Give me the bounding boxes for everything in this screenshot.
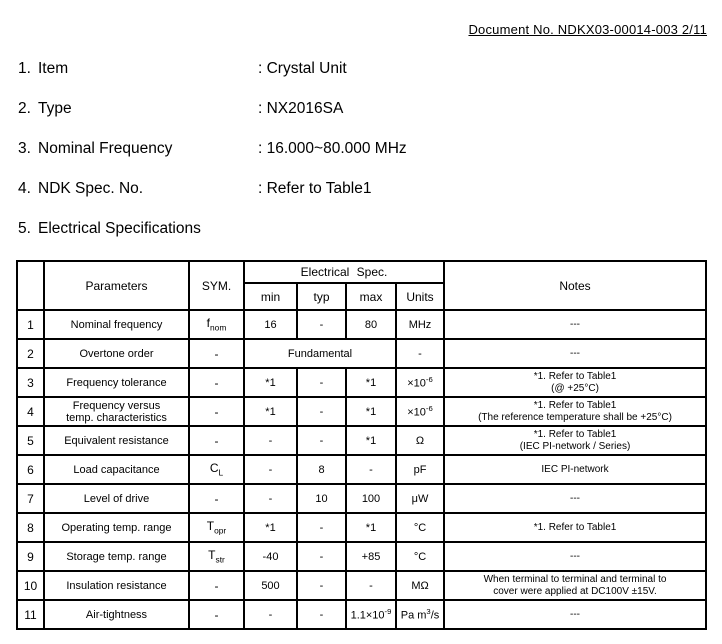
parameter-cell: Nominal frequency (44, 310, 189, 339)
notes-cell: *1. Refer to Table1 (@ +25°C) (444, 368, 706, 397)
symbol-cell: $T_{opr}$ (189, 513, 244, 542)
notes-cell: --- (444, 542, 706, 571)
notes-cell: *1. Refer to Table1 (444, 513, 706, 542)
symbol-cell: - (189, 426, 244, 455)
row-number-cell: 11 (17, 600, 44, 629)
units-cell: °C (396, 513, 444, 542)
typ-cell: - (297, 310, 346, 339)
max-cell: - (346, 571, 396, 600)
typ-cell: - (297, 542, 346, 571)
col-header-units: Units (396, 283, 444, 310)
symbol-cell: $C_L$ (189, 455, 244, 484)
item-label: Electrical Specifications (38, 220, 201, 237)
max-cell: +85 (346, 542, 396, 571)
min-cell: *1 (244, 397, 297, 426)
table-row (17, 368, 706, 397)
parameter-cell: Frequency tolerance (44, 368, 189, 397)
notes-cell: *1. Refer to Table1 (IEC PI-network / Series) (444, 426, 706, 455)
max-cell: *1 (346, 397, 396, 426)
typ-cell: - (297, 600, 346, 629)
parameter-cell: Air-tightness (44, 600, 189, 629)
typ-cell: - (297, 571, 346, 600)
units-cell: - (396, 339, 444, 368)
table-row (17, 426, 706, 455)
min-cell: - (244, 484, 297, 513)
typ-cell: - (297, 397, 346, 426)
min-cell: 500 (244, 571, 297, 600)
row-number-cell: 3 (17, 368, 44, 397)
electrical-spec-table (16, 260, 707, 630)
table-row (17, 455, 706, 484)
notes-cell: --- (444, 310, 706, 339)
item-number: 1. (18, 60, 31, 77)
item-value: : Refer to Table1 (258, 180, 372, 197)
typ-cell: - (297, 426, 346, 455)
col-header-typ: typ (297, 283, 346, 310)
list-item-nominal-frequency (18, 140, 712, 158)
units-cell: Ω (396, 426, 444, 455)
min-cell: - (244, 600, 297, 629)
item-number: 3. (18, 140, 31, 157)
parameter-cell: Frequency versus temp. characteristics (44, 397, 189, 426)
max-cell: 80 (346, 310, 396, 339)
col-header-notes: Notes (444, 261, 706, 310)
table-row (17, 397, 706, 426)
row-number-cell: 5 (17, 426, 44, 455)
list-item-item (18, 60, 712, 78)
row-number-cell: 1 (17, 310, 44, 339)
typ-cell: 10 (297, 484, 346, 513)
notes-cell: --- (444, 484, 706, 513)
section-heading-electrical-specifications (18, 220, 712, 238)
document-number: Document No. NDKX03-00014-003 2/11 (468, 22, 707, 37)
max-cell: - (346, 455, 396, 484)
symbol-cell: $T_{str}$ (189, 542, 244, 571)
item-label: Type (38, 100, 72, 117)
parameter-cell: Storage temp. range (44, 542, 189, 571)
notes-cell: --- (444, 339, 706, 368)
symbol-cell: - (189, 600, 244, 629)
row-number-cell: 4 (17, 397, 44, 426)
col-header-rownum (17, 261, 44, 310)
parameter-cell: Operating temp. range (44, 513, 189, 542)
symbol-cell: - (189, 339, 244, 368)
notes-cell: *1. Refer to Table1 (The reference temperature shall be +25°C) (444, 397, 706, 426)
notes-cell: IEC PI-network (444, 455, 706, 484)
parameter-cell: Overtone order (44, 339, 189, 368)
symbol-cell: - (189, 571, 244, 600)
table-row (17, 600, 706, 629)
spec-span-cell: Fundamental (244, 339, 396, 368)
units-cell: pF (396, 455, 444, 484)
list-item-ndk-spec-no (18, 180, 712, 198)
min-cell: 16 (244, 310, 297, 339)
symbol-cell: - (189, 484, 244, 513)
item-label: Nominal Frequency (38, 140, 173, 157)
row-number-cell: 7 (17, 484, 44, 513)
col-header-electrical-spec: Electrical Spec. (244, 261, 444, 283)
row-number-cell: 9 (17, 542, 44, 571)
item-label: Item (38, 60, 69, 77)
units-cell: Pa $m^3/s$ (396, 600, 444, 629)
col-header-min: min (244, 283, 297, 310)
spec-table-body (17, 310, 706, 629)
min-cell: - (244, 426, 297, 455)
parameter-cell: Level of drive (44, 484, 189, 513)
table-row (17, 542, 706, 571)
symbol-cell: $f_{nom}$ (189, 310, 244, 339)
row-number-cell: 10 (17, 571, 44, 600)
table-row (17, 310, 706, 339)
max-cell: *1 (346, 513, 396, 542)
item-number: 5. (18, 220, 31, 237)
symbol-cell: - (189, 368, 244, 397)
parameter-cell: Equivalent resistance (44, 426, 189, 455)
typ-cell: - (297, 368, 346, 397)
table-row (17, 513, 706, 542)
col-header-parameters: Parameters (44, 261, 189, 310)
max-cell: $1.1\times 10^{-9}$ (346, 600, 396, 629)
units-cell: MHz (396, 310, 444, 339)
symbol-cell: - (189, 397, 244, 426)
item-value: : 16.000~80.000 MHz (258, 140, 407, 157)
col-header-max: max (346, 283, 396, 310)
min-cell: -40 (244, 542, 297, 571)
units-cell: $\times 10^{-6}$ (396, 397, 444, 426)
item-label: NDK Spec. No. (38, 180, 144, 197)
units-cell: $\times 10^{-6}$ (396, 368, 444, 397)
notes-cell: --- (444, 600, 706, 629)
item-list (18, 60, 712, 260)
units-cell: μW (396, 484, 444, 513)
table-row (17, 484, 706, 513)
item-value (258, 220, 712, 238)
parameter-cell: Load capacitance (44, 455, 189, 484)
parameter-cell: Insulation resistance (44, 571, 189, 600)
min-cell: *1 (244, 513, 297, 542)
max-cell: *1 (346, 426, 396, 455)
table-row (17, 571, 706, 600)
units-cell: °C (396, 542, 444, 571)
item-number: 4. (18, 180, 31, 197)
typ-cell: 8 (297, 455, 346, 484)
item-value: : Crystal Unit (258, 60, 347, 77)
notes-cell: When terminal to terminal and terminal to cover were applied at DC100V ±15V. (444, 571, 706, 600)
row-number-cell: 8 (17, 513, 44, 542)
col-header-sym: SYM. (189, 261, 244, 310)
max-cell: 100 (346, 484, 396, 513)
item-number: 2. (18, 100, 31, 117)
item-value: : NX2016SA (258, 100, 344, 117)
min-cell: *1 (244, 368, 297, 397)
units-cell: MΩ (396, 571, 444, 600)
min-cell: - (244, 455, 297, 484)
max-cell: *1 (346, 368, 396, 397)
row-number-cell: 6 (17, 455, 44, 484)
typ-cell: - (297, 513, 346, 542)
table-row (17, 339, 706, 368)
list-item-type (18, 100, 712, 118)
row-number-cell: 2 (17, 339, 44, 368)
